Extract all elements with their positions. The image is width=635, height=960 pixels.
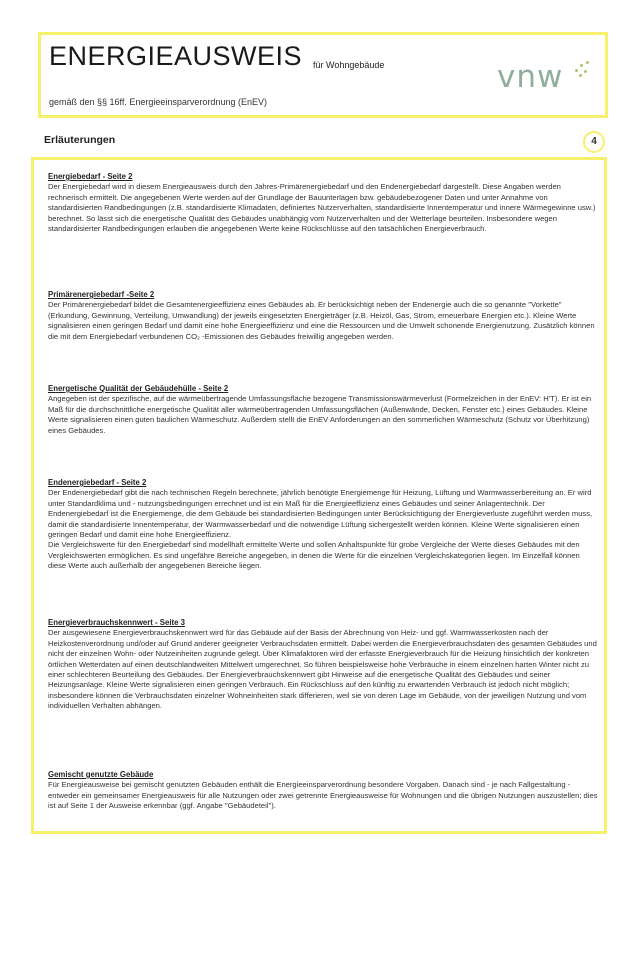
block-heading: Gemischt genutzte Gebäude [48, 770, 154, 779]
document-title: ENERGIEAUSWEIS [49, 41, 303, 71]
block-gebaeudehuelle [48, 384, 598, 436]
vnw-logo [497, 59, 587, 93]
document-subtitle: gemäß den §§ 16ff. Energieeinsparverordnung (EnEV) [49, 97, 267, 107]
block-primaerenergiebedarf [48, 290, 598, 342]
block-heading: Energiebedarf - Seite 2 [48, 172, 133, 181]
block-text: Der Energiebedarf wird in diesem Energieausweis durch den Jahres-Primärenergiebedarf und den Endenergiebedarf dargestellt. Diese Angaben werden rechnerisch ermittelt. Die angegebenen Werte werden auf der Grundlage der Bauunterlagen bzw. gebäudebezogener Daten und unter Annahme von standardisierten Randbedingungen (z.B. standardisierte Klimadaten, definiertes Nutzerverhalten, standardisierte Innentemperatur und innere Wärmegewinne usw.) berechnet. So lässt sich die energetische Qualität des Gebäudes unabhängig vom Nutzerverhalten und der Wetterlage beurteilen. Insbesondere wegen standardisierter Randbedingungen erlauben die angegebenen Werte keine Rückschlüsse auf den tatsächlichen Energieverbrauch. [48, 182, 596, 234]
block-text: Der Endenergiebedarf gibt die nach technischen Regeln berechnete, jährlich benötigte Energiemenge für Heizung, Lüftung und Warmwasserbereitung an. Er wird unter Standardklima und - nutzungsbedingungen errechnet und ist ein Maß für die Energieeffizienz eines Gebäudes und seiner Anlagentechnik. Der Endenergiebedarf ist die Energiemenge, die dem Gebäude bei standardisierten Bedingungen unter Berücksichtigung der Energieverluste zugeführt werden muss, damit die standardisierte Innentemperatur, der Warmwasserbedarf und die notwendige Lüftung sichergestellt werden können. Kleine Werte signalisieren einen geringen Bedarf und damit eine hohe Energieeffizienz. [48, 488, 593, 540]
block-heading: Energieverbrauchskennwert - Seite 3 [48, 618, 185, 627]
block-heading: Energetische Qualität der Gebäudehülle - Seite 2 [48, 384, 229, 393]
page-number-badge: 4 [583, 131, 605, 153]
document-title-suffix: für Wohngebäude [313, 60, 385, 70]
block-text: Der ausgewiesene Energieverbrauchskennwert wird für das Gebäude auf der Basis der Abrechnung von Heiz- und ggf. Warmwasserkosten nach der Heizkostenverordnung und/oder auf Grund anderer geeigneter Verbrauchsdaten ermittelt. Dabei werden die Energieverbrauchsdaten des gesamten Gebäudes und nicht der einzelnen Wohn- oder Nutzeinheiten zugrunde gelegt. Über Klimafaktoren wird der erfasste Energieverbrauch für die Heizung hinsichtlich der konkreten örtlichen Wetterdaten auf einen deutschlandweiten Mittelwert umgerechnet. So führen beispielsweise hohe Verbräuche in einem einzelnen harten Winter nicht zu einer schlechteren Beurteilung des Gebäudes. Der Energieverbrauchskennwert gibt Hinweise auf die energetische Qualität des Gebäudes und seiner Heizungsanlage. Kleine Werte signalisieren einen geringen Verbrauch. Ein Rückschluss auf den künftig zu erwartenden Verbrauch ist jedoch nicht möglich; insbesondere können die Verbrauchsdaten einzelner Wohneinheiten stark differieren, weil sie von deren Lage im Gebäude, von der jeweiligen Nutzung und vom individuellen Verhalten abhängen. [48, 628, 597, 711]
block-heading: Endenergiebedarf - Seite 2 [48, 478, 147, 487]
block-endenergiebedarf [48, 478, 598, 572]
block-energieverbrauchskennwert [48, 618, 598, 712]
block-gemischt-genutzt [48, 770, 598, 812]
content-box [31, 157, 607, 834]
block-text-2: Die Vergleichswerte für den Energiebedarf sind modellhaft ermittelte Werte und sollen Anhaltspunkte für grobe Vergleiche der Werte dieses Gebäudes mit den Vergleichswerten ermöglichen. Es sind ungefähre Bereiche angegeben, in denen die Werte für die einzelnen Vergleichskategorien liegen. Im Einzelfall können diese Werte auch außerhalb der angegebenen Bereiche liegen. [48, 540, 580, 571]
block-text: Für Energieausweise bei gemischt genutzten Gebäuden enthält die Energieeinsparverordnung besondere Vorgaben. Danach sind - je nach Fallgestaltung - entweder ein gemeinsamer Energieausweis für alle Nutzungen oder zwei getrennte Energieausweise für Wohnungen und die übrigen Nutzungen auszustellen; dies ist auf Seite 1 der Ausweise erkennbar (ggf. Angabe "Gebäudeteil"). [48, 780, 598, 811]
section-title: Erläuterungen [44, 134, 116, 146]
header-box [38, 32, 608, 118]
block-text: Angegeben ist der spezifische, auf die wärmeübertragende Umfassungsfläche bezogene Transmissionswärmeverlust (Formelzeichen in der EnEV: H'T). Er ist ein Maß für die durchschnittliche energetische Qualität aller wärmeübertragenden Umfassungsflächen (Außenwände, Decken, Fenster etc.) eines Gebäudes. Kleine Werte signalisieren einen guten baulichen Wärmeschutz. Außerdem stellt die EnEV Anforderungen an den sommerlichen Wärmeschutz (Schutz vor Überhitzung) eines Gebäudes. [48, 394, 592, 435]
block-energiebedarf [48, 172, 598, 234]
block-text: Der Primärenergiebedarf bildet die Gesamtenergieeffizienz eines Gebäudes ab. Er berücksichtigt neben der Endenergie auch die so genannte "Vorkette" (Erkundung, Gewinnung, Verteilung, Umwandlung) der jeweils eingesetzten Energieträger (z.B. Heizöl, Gas, Strom, erneuerbare Energien etc.). Kleine Werte signalisieren einen geringen Bedarf und damit eine hohe Energieeffizienz und eine die Ressourcen und die Umwelt schonende Energienutzung. Zusätzlich können die mit dem Energiebedarf verbundenen CO₂ -Emissionen des Gebäudes freiwillig angegeben werden. [48, 300, 595, 341]
block-heading: Primärenergiebedarf -Seite 2 [48, 290, 155, 299]
logo-dots-icon [573, 61, 589, 81]
logo-text: vnw [497, 59, 564, 95]
